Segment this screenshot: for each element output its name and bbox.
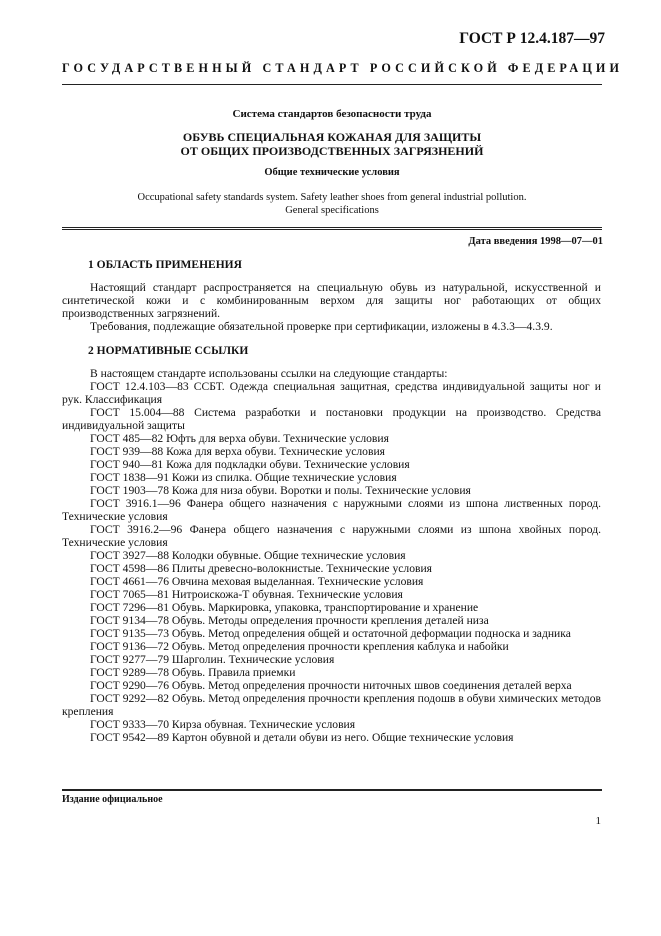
reference-item: ГОСТ 9542—89 Картон обувной и детали обуви из него. Общие технические условия <box>90 731 514 744</box>
reference-item: ГОСТ 4598—86 Плиты древесно-волокнистые. Технические условия <box>90 562 432 575</box>
english-title-line-1: Occupational safety standards system. Safety leather shoes from general industrial pollution. <box>137 192 527 203</box>
footer-rule <box>62 789 602 791</box>
section-1-heading: 1 ОБЛАСТЬ ПРИМЕНЕНИЯ <box>88 259 242 271</box>
reference-item: ГОСТ 9135—73 Обувь. Метод определения общей и остаточной деформации подноска и задника <box>90 627 571 640</box>
reference-item: ГОСТ 9134—78 Обувь. Методы определения прочности крепления деталей низа <box>90 614 489 627</box>
reference-item: ГОСТ 3927—88 Колодки обувные. Общие технические условия <box>90 549 406 562</box>
section-1-paragraph: Настоящий стандарт распространяется на специальную обувь из натуральной, искусственной и синтетической кожи и с комбинированным верхом для защиты ног работающих от общих производственных загрязнений. <box>62 281 601 320</box>
section-2-heading: 2 НОРМАТИВНЫЕ ССЫЛКИ <box>88 345 249 357</box>
header-rule <box>62 84 602 85</box>
reference-item: ГОСТ 1903—78 Кожа для низа обуви. Воротки и полы. Технические условия <box>90 484 471 497</box>
section-1-paragraph: Требования, подлежащие обязательной проверке при сертификации, изложены в 4.3.3—4.3.9. <box>90 320 553 333</box>
section-1-body <box>62 281 601 333</box>
reference-item: ГОСТ 9333—70 Кирза обувная. Технические условия <box>90 718 356 731</box>
reference-item: ГОСТ 7065—81 Нитроискожа-Т обувная. Технические условия <box>90 588 403 601</box>
reference-item: ГОСТ 939—88 Кожа для верха обуви. Технические условия <box>90 445 385 458</box>
reference-item: ГОСТ 3916.2—96 Фанера общего назначения с наружными слоями из шпона хвойных пород. Технические условия <box>62 523 601 549</box>
title-line-2: ОТ ОБЩИХ ПРОИЗВОДСТВЕННЫХ ЗАГРЯЗНЕНИЙ <box>180 144 484 158</box>
reference-item: ГОСТ 9136—72 Обувь. Метод определения прочности крепления каблука и набойки <box>90 640 509 653</box>
title-line-1: ОБУВЬ СПЕЦИАЛЬНАЯ КОЖАНАЯ ДЛЯ ЗАЩИТЫ <box>182 130 482 144</box>
section-2-body <box>62 367 601 744</box>
reference-item: ГОСТ 3916.1—96 Фанера общего назначения с наружными слоями из шпона лиственных пород. Технические условия <box>62 497 601 523</box>
title-rule <box>62 227 602 230</box>
document-title <box>62 130 602 158</box>
english-title <box>62 191 602 217</box>
reference-item: ГОСТ 1838—91 Кожи из спилка. Общие технические условия <box>90 471 397 484</box>
reference-item: ГОСТ 9290—76 Обувь. Метод определения прочности ниточных швов соединения деталей верха <box>90 679 572 692</box>
reference-item: ГОСТ 15.004—88 Система разработки и постановки продукции на производство. Средства индивидуальной защиты <box>62 406 601 432</box>
document-number: ГОСТ Р 12.4.187—97 <box>459 30 605 47</box>
document-subtitle: Общие технические условия <box>264 167 400 178</box>
reference-item: ГОСТ 12.4.103—83 ССБТ. Одежда специальная защитная, средства индивидуальной защиты ног и рук. Классификация <box>62 380 601 406</box>
reference-item: ГОСТ 7296—81 Обувь. Маркировка, упаковка, транспортирование и хранение <box>90 601 479 614</box>
reference-item: ГОСТ 940—81 Кожа для подкладки обуви. Технические условия <box>90 458 410 471</box>
standards-series: Система стандартов безопасности труда <box>232 108 432 120</box>
reference-item: ГОСТ 4661—76 Овчина меховая выделанная. Технические условия <box>90 575 424 588</box>
reference-item: ГОСТ 9277—79 Шарголин. Технические условия <box>90 653 335 666</box>
introduction-date: Дата введения 1998—07—01 <box>468 236 603 247</box>
references-intro: В настоящем стандарте использованы ссылки на следующие стандарты: <box>90 367 448 380</box>
reference-item: ГОСТ 485—82 Юфть для верха обуви. Технические условия <box>90 432 389 445</box>
official-edition-label: Издание официальное <box>62 794 163 805</box>
reference-item: ГОСТ 9289—78 Обувь. Правила приемки <box>90 666 296 679</box>
page-number: 1 <box>595 815 601 827</box>
english-title-line-2: General specifications <box>285 205 379 216</box>
reference-item: ГОСТ 9292—82 Обувь. Метод определения прочности крепления подошв в обуви химических методов крепления <box>62 692 601 718</box>
state-standard-heading: ГОСУДАРСТВЕННЫЙ СТАНДАРТ РОССИЙСКОЙ ФЕДЕРАЦИИ <box>62 61 624 75</box>
